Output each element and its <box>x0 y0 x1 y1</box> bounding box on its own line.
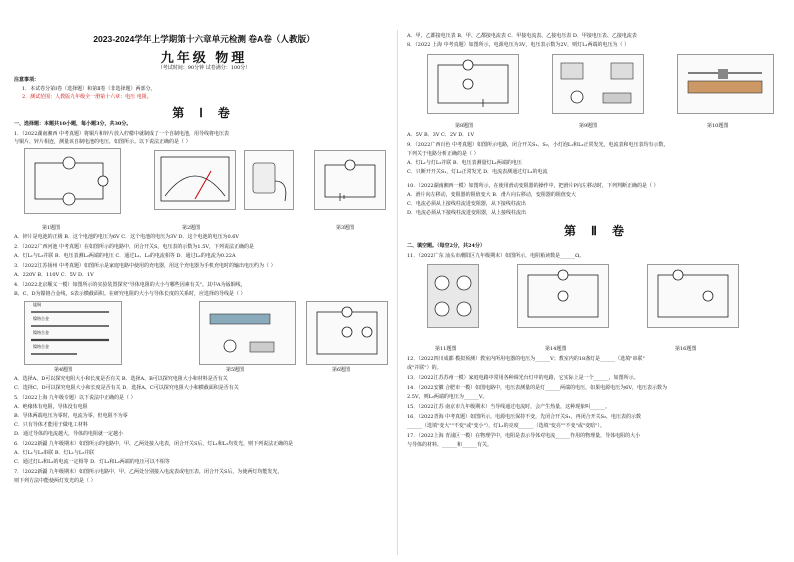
figure-q14 <box>517 264 609 328</box>
wire-label-c: 镍铬合金 <box>33 330 49 335</box>
wire-label-b: 镍铬合金 <box>33 316 49 321</box>
q12-line-1: 12．（2022四川成都 模拟预测）教室内所用电器的电压为______V；教室内的18盏灯是______（选填"串联" <box>407 356 645 362</box>
subject-title: 九年级 物理 <box>160 50 248 65</box>
caption-fig-10: 第10题图 <box>707 123 729 129</box>
q2-options: A．灯L₁与L₂并联 B．电压表测L₂两端的电压 C．通过L₁、L₂的电流相等 D．通过L₁的电流为0.22A <box>14 253 236 259</box>
figure-q5 <box>199 301 296 365</box>
voltmeter-dial-diagram <box>155 151 235 209</box>
q3-stem: 3．（2022江苏扬州 中考真题）如图所示是家庭电路中使用的充电器，用这个充电器为手机充电时的输出电压约为（ ） <box>14 263 276 269</box>
q10-stem: 10．（2022湖南湘西一模）如图所示，在使用滑动变阻器的操作中，把滑片P向左移动时，下列判断正确的是（ ） <box>407 183 659 189</box>
charger-diagram <box>245 151 293 209</box>
q4-stem-2: B、C、D为镍铬合金线，S表示横截面积。在研究电阻的大小与导体长度的关系时，应选择的导线是（ ） <box>14 291 246 297</box>
q14-line-1: 14．（2022安徽 合肥市一模）如图电路中，电压表测量的是灯______两端的电压，如果电源电压为6V，电压表示数为 <box>407 385 667 391</box>
q5-option-c: C．只有导体才能用于做电工材料 <box>14 422 88 428</box>
circuit-diagram-q16 <box>648 265 738 327</box>
caption-fig-6: 第6题图 <box>332 367 351 373</box>
q5-option-a: A．绝缘体有电阻，导体没有电阻 <box>14 404 88 410</box>
figure-q2 <box>154 150 236 210</box>
figure-q1 <box>24 148 121 214</box>
q16-line-1: 16．（2022青海 中考真题）如图所示，电源电压保持不变，先闭合开关S₁，再闭合开关S₂，电压表的示数 <box>407 414 642 420</box>
figure-q16 <box>647 264 739 328</box>
circuit-diagram-q8 <box>428 55 518 113</box>
q9-options-1: A．灯L₁与灯L₂并联 B．电压表测量灯L₁两端的电压 <box>407 160 522 166</box>
caption-fig-16: 第16题图 <box>675 346 697 352</box>
figure-q9 <box>552 54 644 114</box>
q10-option-d: D．电流必须从下接线柱流进变阻器，从上接线柱流出 <box>407 210 527 216</box>
right-column <box>407 0 787 562</box>
instrument-photo-diagram <box>553 55 643 113</box>
section-2-title: 第 Ⅱ 卷 <box>564 224 630 238</box>
q8-options: A．5V B．3V C．2V D．1V <box>407 132 475 138</box>
caption-fig-11: 第11题图 <box>435 346 457 352</box>
q6-options-1: A．灯L₁与L₂串联 B．灯L₁与L₂并联 <box>14 450 95 456</box>
q4-options-1: A．选择A、D可以探究电阻大小和长度是否有关 B．选择A、B可以探究电阻大小和材料是否有关 <box>14 376 228 382</box>
q12-line-2: 或"并联"）的。 <box>407 365 442 371</box>
q6-stem: 6．（2022新疆 九年级期末）如图所示的电路中，甲、乙两处接入电表，闭合开关S后，灯L₁和L₂均发光，则下列说法正确的是 <box>14 441 294 447</box>
q9-stem-1: 9．（2022广西百色 中考真题）如图所示电路，闭合开关S₁、S₂，小灯泡L₁和L₂正常发光，电流表和电压表均有示数， <box>407 142 669 148</box>
wire-label-a: 锰铜 <box>33 302 41 307</box>
q15-line: 15．（2022江苏 南京市九年级期末）当导线通过电流时，会产生热量，这种现象叫______。 <box>407 404 611 410</box>
q4-stem-1: 4．（2022北京顺义一模）如图所示的实验装置探究"导体电阻的大小与哪些因素有关"。其中A为锰铜线， <box>14 282 246 288</box>
resistance-box-diagram <box>428 265 478 327</box>
q5-stem: 5．（2022上海 九年级专题）以下说法中正确的是（ ） <box>14 395 136 401</box>
figure-q10 <box>677 54 774 114</box>
note-2: 2．测试范围：人教版九年级全一册第十六章：电压 电阻。 <box>22 94 152 100</box>
q13-line: 13．（2022江苏苏州一模）家庭电路中常用各种调光台灯中的电路，它实际上是一个______，如图所示。 <box>407 375 639 381</box>
q14-line-2: 2.5V，则L₂两端的电压为______V。 <box>407 394 488 400</box>
column-divider <box>397 30 398 555</box>
q2-stem: 2．（2022广西河池 中考真题）在如图所示的电路中，闭合开关S，电压表的示数为1.5V，下列说法正确的是 <box>14 244 254 250</box>
left-column <box>14 0 394 562</box>
document-title: 2023-2024学年上学期第十六章单元检测 卷A卷（人教版） <box>93 34 315 44</box>
caption-fig-3: 第3题图 <box>336 225 355 231</box>
circuit-diagram-q14 <box>518 265 608 327</box>
section-1-title: 第 Ⅰ 卷 <box>172 106 236 120</box>
caption-fig-2: 第2题图 <box>182 225 201 231</box>
q11-stem: 11．（2022广东 汕头市潮阳区九年级期末）如图所示，电阻箱读数是______Ω。 <box>407 253 585 259</box>
caption-fig-4: 第4题图 <box>54 367 73 373</box>
figure-q4 <box>24 301 122 365</box>
caption-fig-1: 第1题图 <box>42 225 61 231</box>
q17-line-2: 与导体的材料、______和______有关。 <box>407 442 493 448</box>
part-2-heading: 二、填空题。（每空2分，共24分） <box>407 243 485 249</box>
caption-fig-14: 第14题图 <box>545 346 567 352</box>
caption-fig-9: 第9题图 <box>579 123 598 129</box>
q6-options-2: C．通过灯L₁和L₂的电流一定相等 D．灯L₁和L₂两端的电压可以不相等 <box>14 459 170 465</box>
q8-stem: 8．（2022 上海 中考真题）如图所示，电源电压为3V，电压表示数为2V，则灯L₁两端的电压为（ ） <box>407 42 630 48</box>
q16-line-2: ______（选填"变大""不变"或"变小"），灯L₁的亮度______（选填"变亮""不变"或"变暗"）。 <box>407 423 605 429</box>
q7-stem-1: 7．（2022新疆 九年级期末）如图所示电路中，甲、乙两处分别接入电流表或电压表，闭合开关S后，为使两灯均能发光， <box>14 469 283 475</box>
q1-options: A．锌片是电池的正极 B．这个电池的电压为6V C．这个电池的电压为3V D．这个电池的电压为0.6V <box>14 234 240 240</box>
q1-line-1: 1．（2022湖南湘西 中考真题）将铜片和锌片放入柠檬中就制成了一个自制电池，用导线将电压表 <box>14 131 229 137</box>
q7-stem-2: 则下列方法中能使两灯发光的是（ ） <box>14 478 96 484</box>
figure-q3b <box>314 150 386 210</box>
q17-line-1: 17．（2022上海 青浦区一模）在物理学中，电阻是表示导体对电流______作用的物理量，导体电阻的大小 <box>407 433 641 439</box>
wire-label-d: 镍铬合金 <box>33 344 49 349</box>
caption-fig-8: 第8题图 <box>455 123 474 129</box>
caption-fig-5: 第5题图 <box>226 367 245 373</box>
q9-options-2: C．只断开开关S₁，灯L₂正常发光 D．电流表测通过灯L₁的电流 <box>407 169 548 175</box>
q5-option-d: D．通过导体的电流越大，导体的电阻就一定越小 <box>14 431 124 437</box>
q4-options-2: C．选择C、D可以探究电阻大小和长度是否有关 D．选择A、C可以探究电阻大小和横截面积是否有关 <box>14 385 239 391</box>
figure-q8 <box>427 54 519 114</box>
notes-heading: 注意事项： <box>14 77 40 83</box>
figure-q6 <box>306 301 388 365</box>
figure-q3 <box>244 150 294 210</box>
experiment-board-diagram <box>200 302 295 364</box>
figure-q11 <box>427 264 479 328</box>
q7-options: A．甲、乙都接电压表 B．甲、乙都接电流表 C．甲接电流表、乙接电压表 D．甲接电压表、乙接电流表 <box>407 33 637 39</box>
q5-option-b: B．导体两端电压为零时，电流为零，但电阻不为零 <box>14 413 128 419</box>
part-1-heading: 一、选择题：本题共10小题，每小题3分，共30分。 <box>14 121 132 127</box>
q10-options-1: A．滑片向左移动，变阻器的阻值变大 B．滑片向右移动，变阻器的阻值变大 <box>407 192 576 198</box>
q10-option-c: C．电流必须从上接线柱流进变阻器，从下接线柱流出 <box>407 201 526 207</box>
lemon-battery-diagram <box>25 149 120 213</box>
q3-options: A．220V B．110V C．5V D．1V <box>14 272 94 278</box>
circuit-diagram-q6 <box>307 302 387 364</box>
rheostat-diagram <box>678 55 773 113</box>
q9-stem-2: 下列关于电路分析正确的是（ ） <box>407 151 479 157</box>
note-1: 1．本试卷分第Ⅰ卷（选择题）和第Ⅱ卷（非选择题）两部分。 <box>22 86 156 92</box>
q1-line-2: 与铜片、锌片相连，测量该自制电池的电压，如图所示。以下说法正确的是（ ） <box>14 139 191 145</box>
circuit-diagram-q2 <box>315 151 385 209</box>
exam-meta: （考试时间：90分钟 试卷满分：100分） <box>157 65 251 71</box>
